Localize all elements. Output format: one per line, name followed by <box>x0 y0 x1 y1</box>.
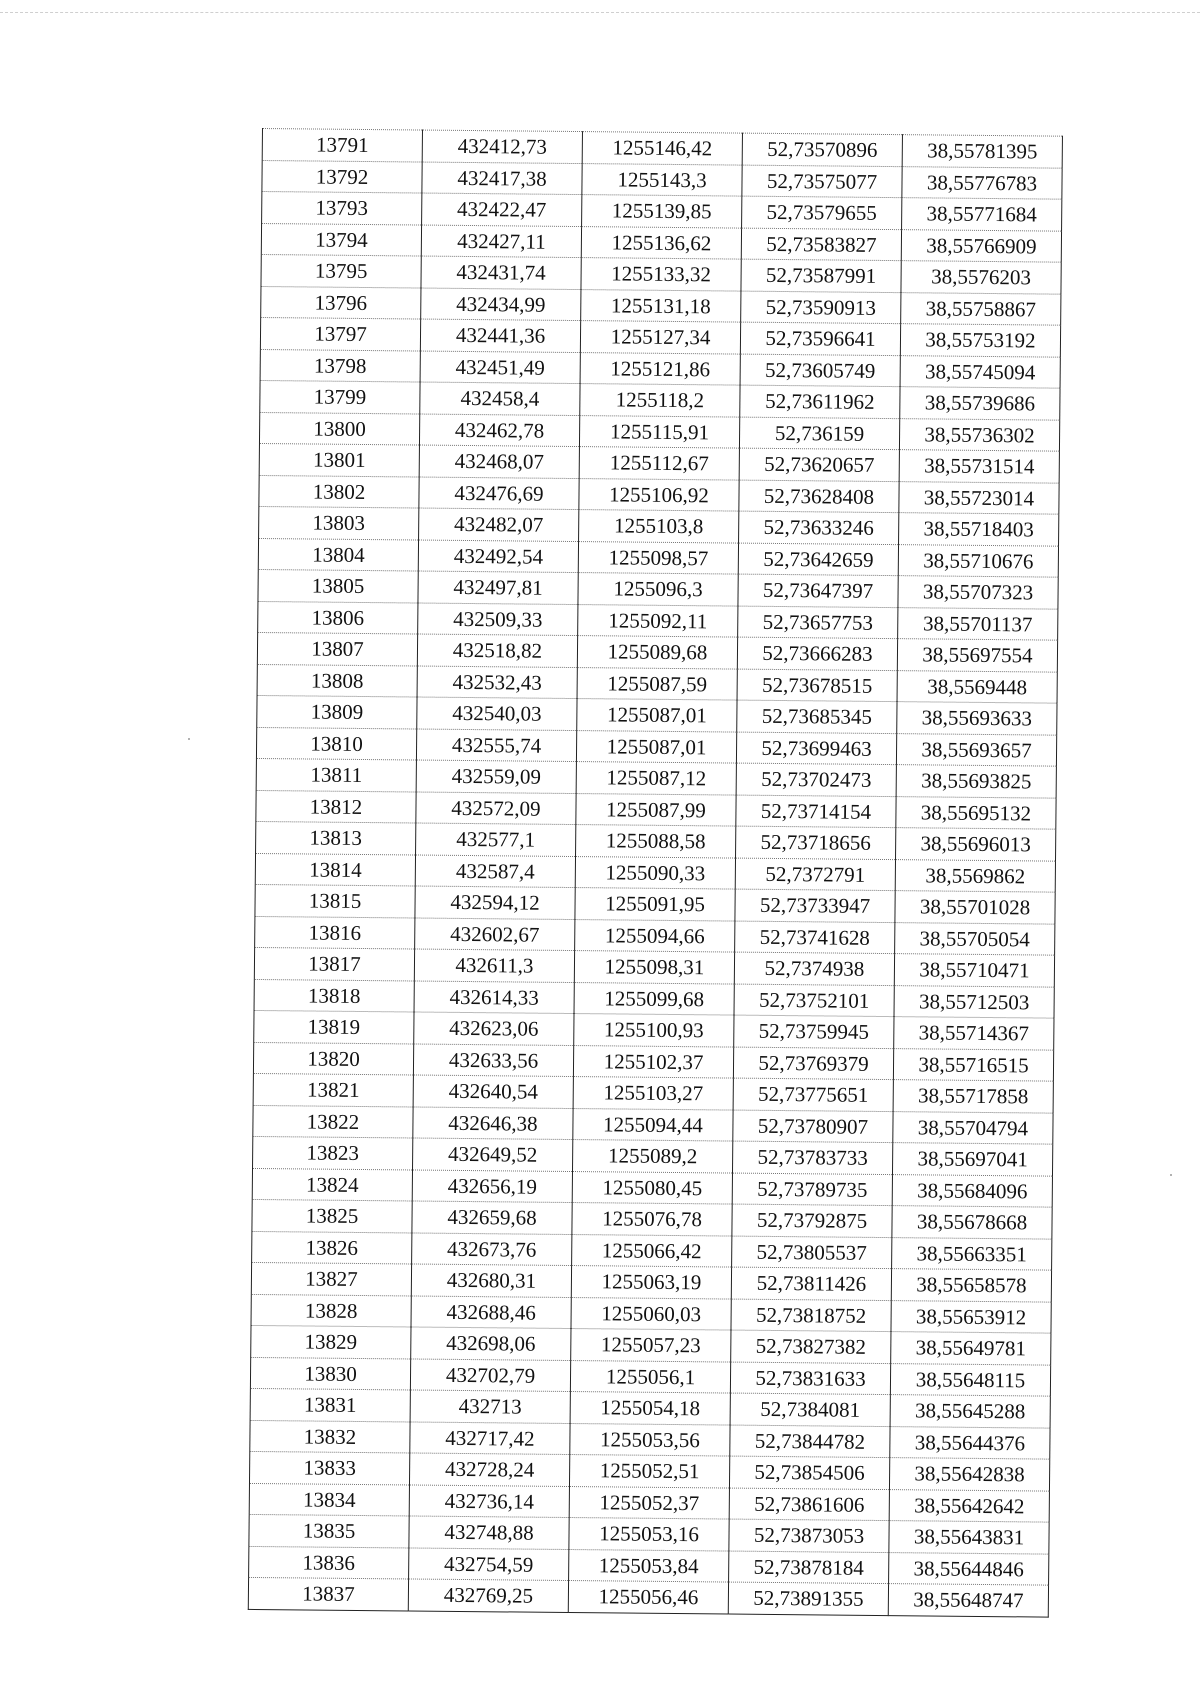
longitude-cell: 38,55697554 <box>897 639 1057 672</box>
latitude-cell: 52,73792875 <box>732 1204 892 1237</box>
longitude-cell: 38,55645288 <box>890 1395 1050 1428</box>
x-coordinate-cell: 432769,25 <box>408 1579 568 1612</box>
longitude-cell: 38,55717858 <box>893 1080 1053 1113</box>
latitude-cell: 52,73596641 <box>740 322 900 355</box>
longitude-cell: 38,55731514 <box>899 450 1059 483</box>
x-coordinate-cell: 432532,43 <box>417 666 577 699</box>
point-number-cell: 13800 <box>259 412 419 445</box>
x-coordinate-cell: 432614,33 <box>414 981 574 1014</box>
x-coordinate-cell: 432594,12 <box>415 886 575 919</box>
y-coordinate-cell: 1255103,8 <box>579 510 739 543</box>
longitude-cell: 38,55771684 <box>902 198 1062 231</box>
x-coordinate-cell: 432702,79 <box>410 1358 570 1391</box>
longitude-cell: 38,55701028 <box>895 891 1055 924</box>
coordinates-table <box>248 128 1063 1617</box>
latitude-cell: 52,73752101 <box>734 984 894 1017</box>
longitude-cell: 38,55745094 <box>900 355 1060 388</box>
longitude-cell: 38,55704794 <box>893 1111 1053 1144</box>
point-number-cell: 13817 <box>254 947 414 980</box>
y-coordinate-cell: 1255102,37 <box>573 1045 733 1078</box>
point-number-cell: 13831 <box>250 1388 410 1421</box>
x-coordinate-cell: 432492,54 <box>418 540 578 573</box>
longitude-cell: 38,55695132 <box>896 796 1056 829</box>
latitude-cell: 52,73666283 <box>737 637 897 670</box>
latitude-cell: 52,73570896 <box>742 133 902 166</box>
y-coordinate-cell: 1255094,44 <box>573 1108 733 1141</box>
x-coordinate-cell: 432434,99 <box>421 288 581 321</box>
point-number-cell: 13822 <box>253 1105 413 1138</box>
latitude-cell: 52,73620657 <box>739 448 899 481</box>
longitude-cell: 38,5569448 <box>897 670 1057 703</box>
latitude-cell: 52,73811426 <box>731 1267 891 1300</box>
longitude-cell: 38,55697041 <box>892 1143 1052 1176</box>
latitude-cell: 52,73642659 <box>738 543 898 576</box>
y-coordinate-cell: 1255121,86 <box>580 352 740 385</box>
latitude-cell: 52,73831633 <box>730 1362 890 1395</box>
y-coordinate-cell: 1255087,01 <box>577 699 737 732</box>
y-coordinate-cell: 1255087,99 <box>576 793 736 826</box>
x-coordinate-cell: 432587,4 <box>415 855 575 888</box>
longitude-cell: 38,55678668 <box>892 1206 1052 1239</box>
latitude-cell: 52,73575077 <box>742 165 902 198</box>
y-coordinate-cell: 1255054,18 <box>570 1392 730 1425</box>
latitude-cell: 52,73891355 <box>728 1582 888 1615</box>
y-coordinate-cell: 1255087,12 <box>576 762 736 795</box>
x-coordinate-cell: 432748,88 <box>409 1516 569 1549</box>
latitude-cell: 52,73759945 <box>734 1015 894 1048</box>
y-coordinate-cell: 1255094,66 <box>575 919 735 952</box>
latitude-cell: 52,73714154 <box>736 795 896 828</box>
point-number-cell: 13820 <box>253 1042 413 1075</box>
x-coordinate-cell: 432623,06 <box>414 1012 574 1045</box>
latitude-cell: 52,73628408 <box>739 480 899 513</box>
y-coordinate-cell: 1255087,59 <box>577 667 737 700</box>
latitude-cell: 52,73827382 <box>731 1330 891 1363</box>
scan-speck <box>188 738 190 740</box>
point-number-cell: 13807 <box>257 632 417 665</box>
latitude-cell: 52,73780907 <box>733 1110 893 1143</box>
x-coordinate-cell: 432518,82 <box>417 634 577 667</box>
latitude-cell: 52,73647397 <box>738 574 898 607</box>
longitude-cell: 38,55696013 <box>896 828 1056 861</box>
latitude-cell: 52,73702473 <box>736 763 896 796</box>
longitude-cell: 38,5569862 <box>895 859 1055 892</box>
longitude-cell: 38,55710471 <box>894 954 1054 987</box>
longitude-cell: 38,55766909 <box>901 229 1061 262</box>
point-number-cell: 13792 <box>262 160 422 193</box>
latitude-cell: 52,73789735 <box>732 1173 892 1206</box>
latitude-cell: 52,73878184 <box>729 1551 889 1584</box>
longitude-cell: 38,55739686 <box>900 387 1060 420</box>
longitude-cell: 38,55758867 <box>901 292 1061 325</box>
point-number-cell: 13824 <box>252 1168 412 1201</box>
point-number-cell: 13818 <box>254 979 414 1012</box>
latitude-cell: 52,73657753 <box>738 606 898 639</box>
y-coordinate-cell: 1255088,58 <box>576 825 736 858</box>
point-number-cell: 13829 <box>251 1325 411 1358</box>
latitude-cell: 52,73861606 <box>729 1488 889 1521</box>
x-coordinate-cell: 432577,1 <box>416 823 576 856</box>
point-number-cell: 13801 <box>259 443 419 476</box>
x-coordinate-cell: 432649,52 <box>413 1138 573 1171</box>
y-coordinate-cell: 1255099,68 <box>574 982 734 1015</box>
x-coordinate-cell: 432427,11 <box>421 225 581 258</box>
y-coordinate-cell: 1255136,62 <box>581 226 741 259</box>
x-coordinate-cell: 432559,09 <box>416 760 576 793</box>
point-number-cell: 13819 <box>254 1010 414 1043</box>
y-coordinate-cell: 1255143,3 <box>582 163 742 196</box>
y-coordinate-cell: 1255053,16 <box>569 1518 729 1551</box>
point-number-cell: 13833 <box>249 1451 409 1484</box>
scan-speck <box>1170 1174 1172 1176</box>
latitude-cell: 52,73741628 <box>735 921 895 954</box>
point-number-cell: 13812 <box>256 790 416 823</box>
longitude-cell: 38,55714367 <box>894 1017 1054 1050</box>
y-coordinate-cell: 1255118,2 <box>580 384 740 417</box>
point-number-cell: 13837 <box>248 1577 408 1610</box>
coordinates-table-body <box>248 129 1062 1617</box>
point-number-cell: 13796 <box>261 286 421 319</box>
x-coordinate-cell: 432633,56 <box>413 1043 573 1076</box>
longitude-cell: 38,55716515 <box>893 1048 1053 1081</box>
latitude-cell: 52,73844782 <box>730 1425 890 1458</box>
longitude-cell: 38,55753192 <box>900 324 1060 357</box>
x-coordinate-cell: 432611,3 <box>414 949 574 982</box>
x-coordinate-cell: 432412,73 <box>422 130 582 163</box>
latitude-cell: 52,73873053 <box>729 1519 889 1552</box>
latitude-cell: 52,73611962 <box>740 385 900 418</box>
y-coordinate-cell: 1255127,34 <box>580 321 740 354</box>
longitude-cell: 38,55693825 <box>896 765 1056 798</box>
latitude-cell: 52,73718656 <box>736 826 896 859</box>
latitude-cell: 52,7384081 <box>730 1393 890 1426</box>
point-number-cell: 13830 <box>250 1357 410 1390</box>
longitude-cell: 38,55707323 <box>898 576 1058 609</box>
latitude-cell: 52,73590913 <box>741 291 901 324</box>
point-number-cell: 13835 <box>249 1514 409 1547</box>
y-coordinate-cell: 1255066,42 <box>572 1234 732 1267</box>
y-coordinate-cell: 1255056,46 <box>568 1581 728 1614</box>
longitude-cell: 38,55718403 <box>899 513 1059 546</box>
latitude-cell: 52,73769379 <box>733 1047 893 1080</box>
y-coordinate-cell: 1255146,42 <box>582 132 742 165</box>
point-number-cell: 13791 <box>262 129 422 162</box>
y-coordinate-cell: 1255098,57 <box>578 541 738 574</box>
y-coordinate-cell: 1255139,85 <box>582 195 742 228</box>
point-number-cell: 13797 <box>260 317 420 350</box>
y-coordinate-cell: 1255080,45 <box>572 1171 732 1204</box>
x-coordinate-cell: 432646,38 <box>413 1106 573 1139</box>
latitude-cell: 52,73583827 <box>741 228 901 261</box>
longitude-cell: 38,55653912 <box>891 1300 1051 1333</box>
longitude-cell: 38,55642642 <box>889 1489 1049 1522</box>
point-number-cell: 13798 <box>260 349 420 382</box>
latitude-cell: 52,736159 <box>739 417 899 450</box>
x-coordinate-cell: 432717,42 <box>410 1421 570 1454</box>
y-coordinate-cell: 1255087,01 <box>576 730 736 763</box>
point-number-cell: 13836 <box>249 1546 409 1579</box>
y-coordinate-cell: 1255063,19 <box>571 1266 731 1299</box>
point-number-cell: 13799 <box>260 380 420 413</box>
longitude-cell: 38,55642838 <box>889 1458 1049 1491</box>
y-coordinate-cell: 1255115,91 <box>579 415 739 448</box>
longitude-cell: 38,55644376 <box>890 1426 1050 1459</box>
x-coordinate-cell: 432482,07 <box>419 508 579 541</box>
point-number-cell: 13806 <box>258 601 418 634</box>
longitude-cell: 38,55644846 <box>889 1552 1049 1585</box>
longitude-cell: 38,55710676 <box>898 544 1058 577</box>
point-number-cell: 13809 <box>257 695 417 728</box>
point-number-cell: 13834 <box>249 1483 409 1516</box>
y-coordinate-cell: 1255053,84 <box>569 1549 729 1582</box>
x-coordinate-cell: 432431,74 <box>421 256 581 289</box>
point-number-cell: 13802 <box>259 475 419 508</box>
longitude-cell: 38,5576203 <box>901 261 1061 294</box>
point-number-cell: 13813 <box>256 821 416 854</box>
latitude-cell: 52,73783733 <box>732 1141 892 1174</box>
longitude-cell: 38,55648115 <box>890 1363 1050 1396</box>
latitude-cell: 52,73805537 <box>732 1236 892 1269</box>
y-coordinate-cell: 1255103,27 <box>573 1077 733 1110</box>
y-coordinate-cell: 1255106,92 <box>579 478 739 511</box>
latitude-cell: 52,73854506 <box>729 1456 889 1489</box>
point-number-cell: 13826 <box>252 1231 412 1264</box>
latitude-cell: 52,73733947 <box>735 889 895 922</box>
x-coordinate-cell: 432680,31 <box>411 1264 571 1297</box>
x-coordinate-cell: 432417,38 <box>422 162 582 195</box>
y-coordinate-cell: 1255057,23 <box>571 1329 731 1362</box>
x-coordinate-cell: 432497,81 <box>418 571 578 604</box>
longitude-cell: 38,55649781 <box>891 1332 1051 1365</box>
x-coordinate-cell: 432509,33 <box>418 603 578 636</box>
scan-top-edge <box>0 12 1200 13</box>
y-coordinate-cell: 1255133,32 <box>581 258 741 291</box>
x-coordinate-cell: 432673,76 <box>412 1232 572 1265</box>
point-number-cell: 13803 <box>259 506 419 539</box>
latitude-cell: 52,73699463 <box>736 732 896 765</box>
longitude-cell: 38,55693657 <box>896 733 1056 766</box>
table-row <box>248 1577 1048 1616</box>
y-coordinate-cell: 1255096,3 <box>578 573 738 606</box>
longitude-cell: 38,55723014 <box>899 481 1059 514</box>
x-coordinate-cell: 432422,47 <box>422 193 582 226</box>
y-coordinate-cell: 1255060,03 <box>571 1297 731 1330</box>
y-coordinate-cell: 1255100,93 <box>574 1014 734 1047</box>
x-coordinate-cell: 432698,06 <box>411 1327 571 1360</box>
latitude-cell: 52,73605749 <box>740 354 900 387</box>
point-number-cell: 13815 <box>255 884 415 917</box>
y-coordinate-cell: 1255131,18 <box>581 289 741 322</box>
x-coordinate-cell: 432458,4 <box>420 382 580 415</box>
latitude-cell: 52,73579655 <box>742 196 902 229</box>
x-coordinate-cell: 432713 <box>410 1390 570 1423</box>
latitude-cell: 52,73587991 <box>741 259 901 292</box>
y-coordinate-cell: 1255098,31 <box>574 951 734 984</box>
latitude-cell: 52,73818752 <box>731 1299 891 1332</box>
x-coordinate-cell: 432602,67 <box>415 918 575 951</box>
point-number-cell: 13794 <box>261 223 421 256</box>
point-number-cell: 13823 <box>253 1136 413 1169</box>
y-coordinate-cell: 1255089,68 <box>577 636 737 669</box>
longitude-cell: 38,55701137 <box>898 607 1058 640</box>
y-coordinate-cell: 1255052,37 <box>569 1486 729 1519</box>
point-number-cell: 13805 <box>258 569 418 602</box>
y-coordinate-cell: 1255112,67 <box>579 447 739 480</box>
y-coordinate-cell: 1255053,56 <box>570 1423 730 1456</box>
point-number-cell: 13821 <box>253 1073 413 1106</box>
x-coordinate-cell: 432754,59 <box>409 1547 569 1580</box>
point-number-cell: 13814 <box>255 853 415 886</box>
x-coordinate-cell: 432451,49 <box>420 351 580 384</box>
longitude-cell: 38,55705054 <box>895 922 1055 955</box>
longitude-cell: 38,55658578 <box>891 1269 1051 1302</box>
x-coordinate-cell: 432468,07 <box>419 445 579 478</box>
x-coordinate-cell: 432659,68 <box>412 1201 572 1234</box>
y-coordinate-cell: 1255089,2 <box>573 1140 733 1173</box>
latitude-cell: 52,73775651 <box>733 1078 893 1111</box>
longitude-cell: 38,55712503 <box>894 985 1054 1018</box>
longitude-cell: 38,55781395 <box>902 135 1062 168</box>
point-number-cell: 13795 <box>261 254 421 287</box>
x-coordinate-cell: 432555,74 <box>416 729 576 762</box>
x-coordinate-cell: 432540,03 <box>417 697 577 730</box>
x-coordinate-cell: 432656,19 <box>412 1169 572 1202</box>
point-number-cell: 13816 <box>255 916 415 949</box>
x-coordinate-cell: 432736,14 <box>409 1484 569 1517</box>
latitude-cell: 52,73685345 <box>737 700 897 733</box>
longitude-cell: 38,55684096 <box>892 1174 1052 1207</box>
latitude-cell: 52,73678515 <box>737 669 897 702</box>
y-coordinate-cell: 1255056,1 <box>570 1360 730 1393</box>
longitude-cell: 38,55643831 <box>889 1521 1049 1554</box>
y-coordinate-cell: 1255091,95 <box>575 888 735 921</box>
latitude-cell: 52,73633246 <box>739 511 899 544</box>
longitude-cell: 38,55693633 <box>897 702 1057 735</box>
y-coordinate-cell: 1255076,78 <box>572 1203 732 1236</box>
x-coordinate-cell: 432572,09 <box>416 792 576 825</box>
point-number-cell: 13804 <box>258 538 418 571</box>
latitude-cell: 52,7372791 <box>735 858 895 891</box>
y-coordinate-cell: 1255090,33 <box>575 856 735 889</box>
longitude-cell: 38,55663351 <box>892 1237 1052 1270</box>
x-coordinate-cell: 432441,36 <box>420 319 580 352</box>
longitude-cell: 38,55648747 <box>888 1584 1048 1617</box>
point-number-cell: 13827 <box>251 1262 411 1295</box>
longitude-cell: 38,55736302 <box>899 418 1059 451</box>
x-coordinate-cell: 432728,24 <box>409 1453 569 1486</box>
x-coordinate-cell: 432462,78 <box>419 414 579 447</box>
longitude-cell: 38,55776783 <box>902 166 1062 199</box>
x-coordinate-cell: 432688,46 <box>411 1295 571 1328</box>
latitude-cell: 52,7374938 <box>734 952 894 985</box>
point-number-cell: 13828 <box>251 1294 411 1327</box>
y-coordinate-cell: 1255052,51 <box>569 1455 729 1488</box>
point-number-cell: 13811 <box>256 758 416 791</box>
x-coordinate-cell: 432640,54 <box>413 1075 573 1108</box>
point-number-cell: 13825 <box>252 1199 412 1232</box>
x-coordinate-cell: 432476,69 <box>419 477 579 510</box>
point-number-cell: 13808 <box>257 664 417 697</box>
point-number-cell: 13793 <box>262 192 422 225</box>
point-number-cell: 13832 <box>250 1420 410 1453</box>
y-coordinate-cell: 1255092,11 <box>578 604 738 637</box>
point-number-cell: 13810 <box>256 727 416 760</box>
